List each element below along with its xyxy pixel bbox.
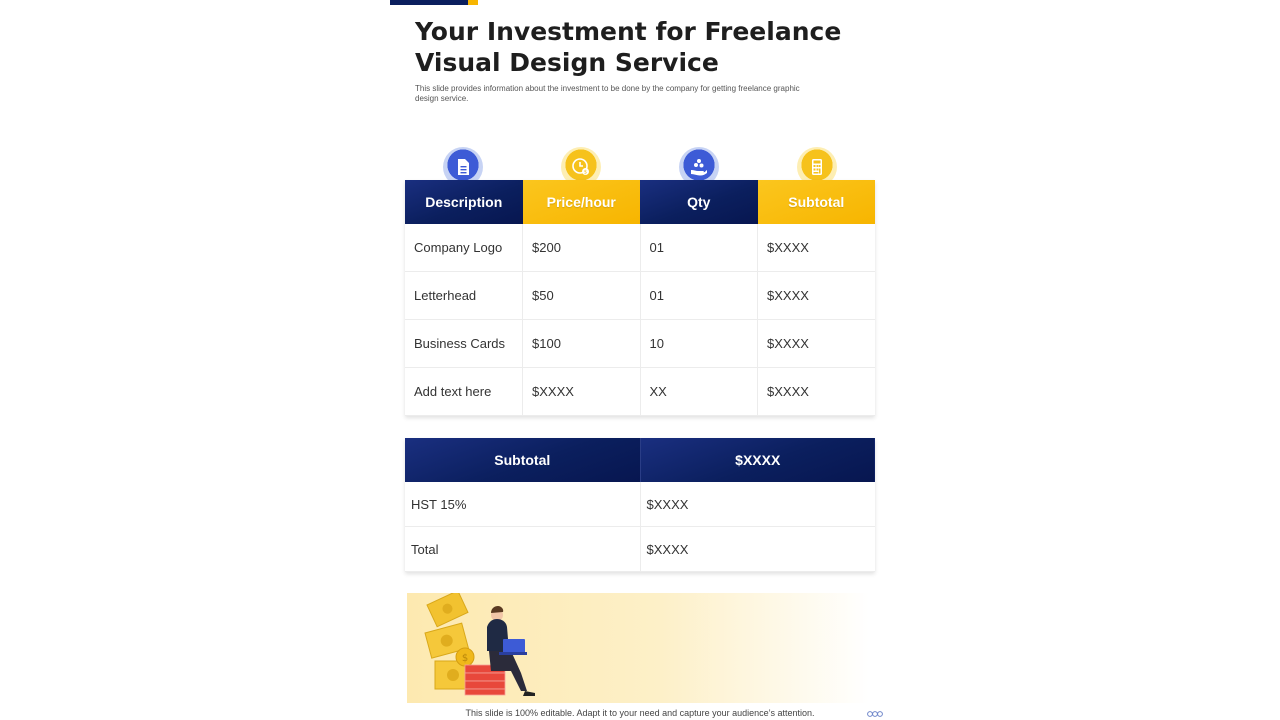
table-row bbox=[405, 482, 875, 527]
table-row bbox=[405, 527, 875, 572]
cell-description: Letterhead bbox=[405, 272, 523, 320]
page-subtitle: This slide provides information about the investment to be done by the company for getting freelance graphic design service. bbox=[415, 84, 800, 103]
header-qty: Qty bbox=[640, 180, 758, 224]
table-row bbox=[405, 224, 875, 272]
table-row bbox=[405, 272, 875, 320]
footer-note: This slide is 100% editable. Adapt it to your need and capture your audience’s attention. bbox=[465, 708, 815, 718]
header-description: Description bbox=[405, 180, 523, 224]
table-row bbox=[405, 368, 875, 416]
summary-label: Total bbox=[405, 527, 640, 572]
summary-header-value: $XXXX bbox=[640, 438, 875, 482]
cell-price: $XXXX bbox=[523, 368, 641, 416]
table-row bbox=[405, 320, 875, 368]
summary-label: HST 15% bbox=[405, 482, 640, 527]
summary-value: $XXXX bbox=[640, 527, 875, 572]
cell-description: Company Logo bbox=[405, 224, 523, 272]
slide-page bbox=[390, 0, 890, 720]
cell-qty: 10 bbox=[640, 320, 758, 368]
cell-subtotal: $XXXX bbox=[758, 224, 876, 272]
cell-subtotal: $XXXX bbox=[758, 272, 876, 320]
page-title: Your Investment for Freelance Visual Design Service bbox=[415, 17, 842, 77]
person-with-money-illustration bbox=[407, 593, 869, 703]
summary-value: $XXXX bbox=[640, 482, 875, 527]
cell-price: $200 bbox=[523, 224, 641, 272]
summary-table bbox=[405, 438, 875, 572]
summary-header-label: Subtotal bbox=[405, 438, 640, 482]
svg-text:$: $ bbox=[583, 169, 588, 176]
investment-table bbox=[405, 180, 875, 416]
table-header-row bbox=[405, 180, 875, 224]
svg-text:$: $ bbox=[461, 653, 469, 664]
chain-link-icon bbox=[866, 711, 884, 717]
top-accent-bar bbox=[390, 0, 468, 5]
summary-header-row bbox=[405, 438, 875, 482]
cell-subtotal: $XXXX bbox=[758, 320, 876, 368]
cell-qty: XX bbox=[640, 368, 758, 416]
cell-qty: 01 bbox=[640, 272, 758, 320]
illustration-banner bbox=[407, 593, 869, 703]
cell-description: Business Cards bbox=[405, 320, 523, 368]
cell-price: $100 bbox=[523, 320, 641, 368]
cell-price: $50 bbox=[523, 272, 641, 320]
header-price-hour: Price/hour bbox=[523, 180, 641, 224]
cell-qty: 01 bbox=[640, 224, 758, 272]
header-subtotal: Subtotal bbox=[758, 180, 876, 224]
cell-subtotal: $XXXX bbox=[758, 368, 876, 416]
cell-description: Add text here bbox=[405, 368, 523, 416]
